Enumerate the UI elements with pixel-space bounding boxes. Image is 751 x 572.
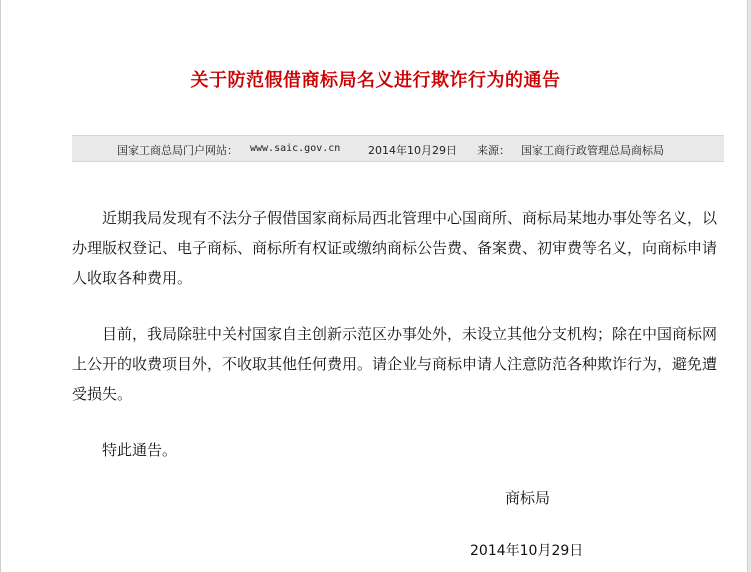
paragraph-3-text: 特此通告。 <box>102 441 178 459</box>
signature-date: 2014年10月29日 <box>470 543 584 559</box>
site-url-link[interactable]: www.saic.gov.cn <box>250 143 341 154</box>
site-label: 国家工商总局门户网站： <box>117 144 238 157</box>
paragraph-2-text: 目前，我局除驻中关村国家自主创新示范区办事处外，未设立其他分支机构；除在中国商标网上公开的收费项目外，不收取其他任何费用。请企业与商标申请人注意防范各种欺诈行为，避免遭受损失。 <box>72 325 718 403</box>
source-value: 国家工商行政管理总局商标局 <box>521 144 664 157</box>
source-label: 来源： <box>477 144 510 157</box>
paragraph-1-text: 近期我局发现有不法分子假借国家商标局西北管理中心国商所、商标局某地办事处等名义，以办理版权登记、电子商标、商标所有权证或缴纳商标公告费、备案费、初审费等名义，向商标申请人收取各种费用。 <box>72 209 718 287</box>
article-meta-bar <box>72 135 724 162</box>
publish-date: 2014年10月29日 <box>368 144 457 157</box>
signature: 商标局 <box>505 489 551 507</box>
paragraph-1 <box>72 203 727 293</box>
notice-title: 关于防范假借商标局名义进行欺诈行为的通告 <box>190 70 561 91</box>
paragraph-2 <box>72 319 727 409</box>
paragraph-3 <box>72 435 727 465</box>
